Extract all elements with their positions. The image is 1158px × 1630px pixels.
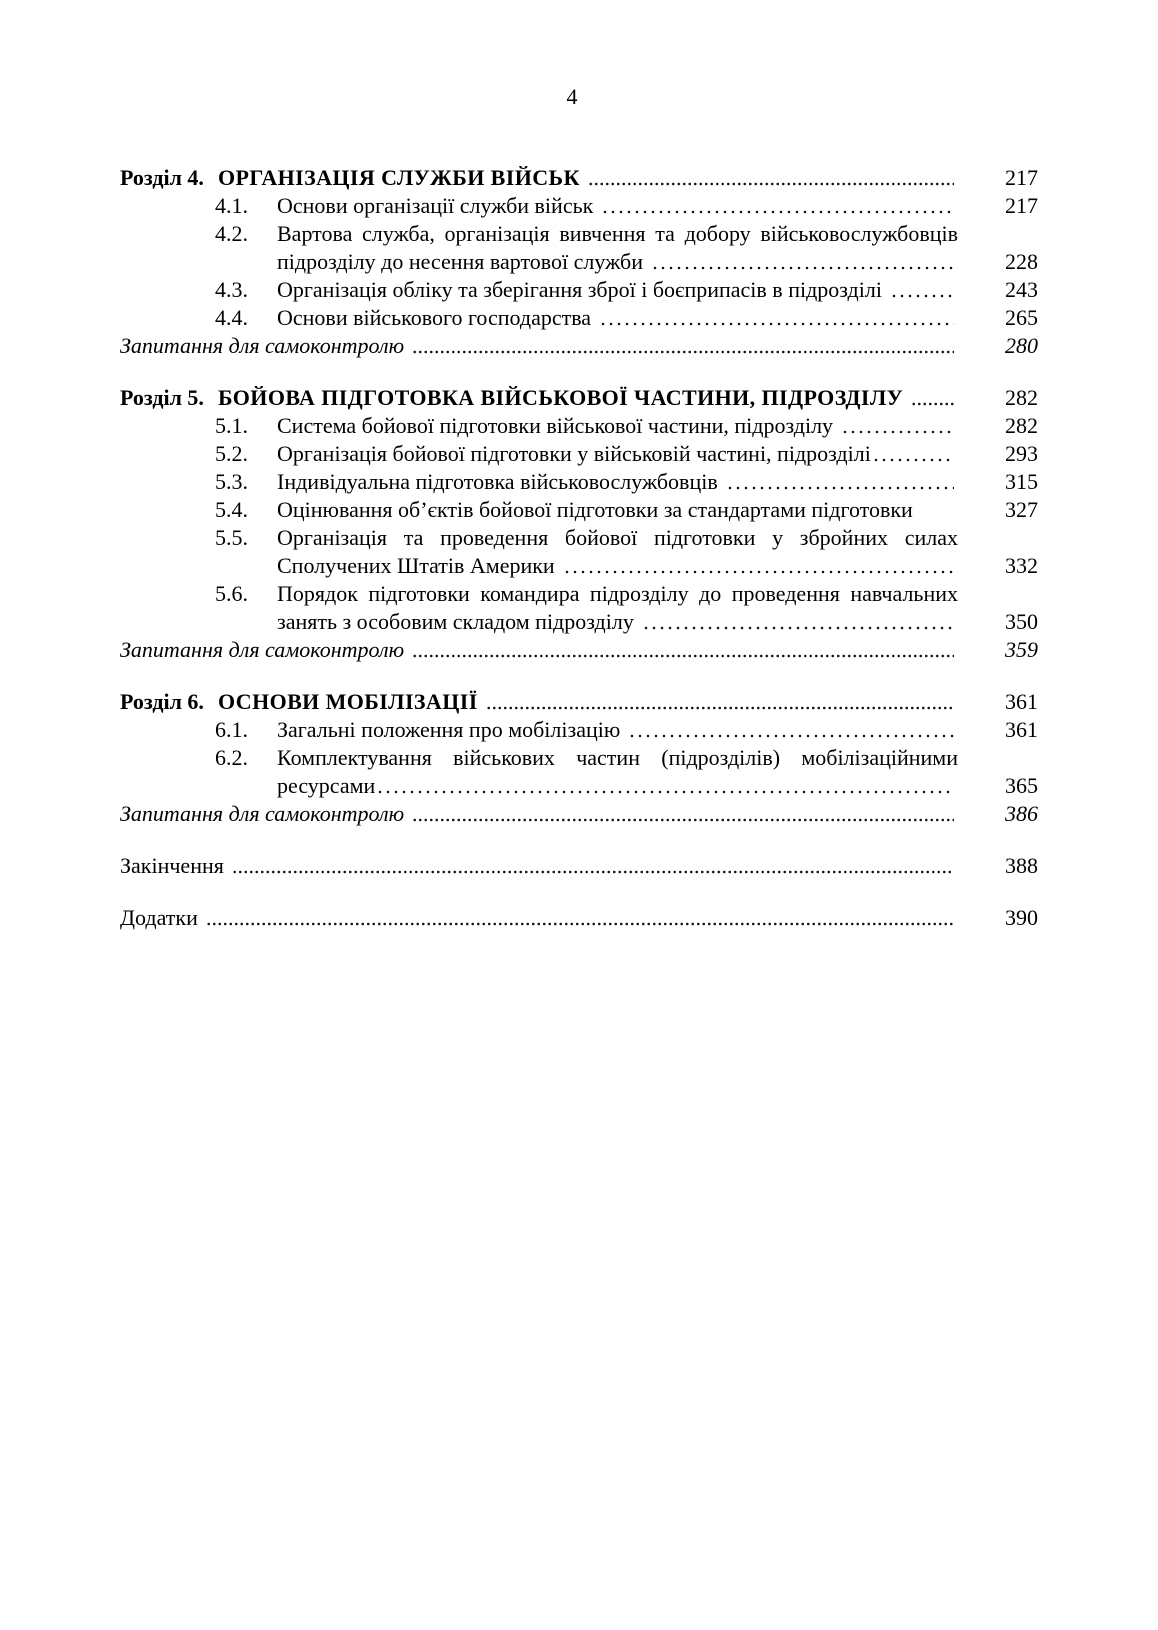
toc-entry: [120, 304, 1038, 332]
toc-entry: [120, 468, 1038, 496]
entry-title: Основи організації служби військ: [277, 193, 594, 218]
toc-entry: [120, 496, 1038, 524]
toc-entry: [120, 904, 1038, 932]
toc-entry: [120, 332, 1038, 360]
entry-title: Індивідуальна підготовка військовослужбовців: [277, 469, 718, 494]
entry-number: 5.4.: [215, 497, 248, 522]
entry-main: [120, 772, 958, 800]
entry-chapter-label: Розділ 4.: [120, 165, 204, 190]
entry-chapter-label: Розділ 6.: [120, 689, 204, 714]
toc-spacer: [120, 664, 1038, 688]
toc-spacer: [120, 828, 1038, 852]
entry-leader-dots: [642, 608, 954, 636]
page-number: 4: [566, 84, 578, 109]
entry-leader-dots: [486, 688, 954, 716]
entry-page: 280: [1005, 333, 1038, 358]
entry-page: 228: [1005, 249, 1038, 274]
toc-entry: [120, 800, 1038, 828]
entry-page: 332: [1005, 553, 1038, 578]
entry-leader-dots: [628, 716, 954, 744]
entry-number: 6.1.: [215, 717, 248, 742]
entry-main: [120, 608, 958, 636]
entry-page: 243: [1005, 277, 1038, 302]
toc-entry: [120, 412, 1038, 440]
entry-title: БОЙОВА ПІДГОТОВКА ВІЙСЬКОВОЇ ЧАСТИНИ, ПІДРОЗДІЛУ: [218, 385, 904, 410]
entry-title: Організація та проведення бойової підготовки у збройних силах: [277, 525, 958, 550]
entry-leader-dots: [412, 800, 954, 828]
entry-title: ОРГАНІЗАЦІЯ СЛУЖБИ ВІЙСЬК: [218, 165, 580, 190]
entry-number: 5.1.: [215, 413, 248, 438]
entry-title: Оцінювання об’єктів бойової підготовки за стандартами підготовки: [277, 497, 913, 522]
entry-leader-dots: [651, 248, 954, 276]
entry-number: 5.5.: [215, 525, 248, 550]
entry-title: занять з особовим складом підрозділу: [277, 609, 634, 634]
entry-number: 6.2.: [215, 745, 248, 770]
toc-entry: [120, 248, 1038, 276]
toc-entry: [120, 852, 1038, 880]
toc-entry: [120, 744, 1038, 772]
entry-page: 265: [1005, 305, 1038, 330]
entry-title: підрозділу до несення вартової служби: [277, 249, 643, 274]
entry-main: [120, 904, 958, 932]
entry-leader-dots: [726, 468, 954, 496]
entry-number: 5.6.: [215, 581, 248, 606]
entry-number: 5.3.: [215, 469, 248, 494]
entry-page: 327: [1005, 497, 1038, 522]
toc-entry: [120, 220, 1038, 248]
entry-page: 359: [1005, 637, 1038, 662]
toc-spacer: [120, 360, 1038, 384]
entry-leader-dots: [911, 384, 954, 412]
entry-title: Комплектування військових частин (підрозділів) мобілізаційними: [277, 745, 958, 770]
toc: [120, 164, 1038, 932]
entry-main: [120, 552, 958, 580]
toc-entry: [120, 276, 1038, 304]
entry-leader-dots: [232, 852, 954, 880]
entry-title: Система бойової підготовки військової частини, підрозділу: [277, 413, 834, 438]
entry-title: Основи військового господарства: [277, 305, 592, 330]
entry-title: Організація обліку та зберігання зброї і боєприпасів в підрозділі: [277, 277, 882, 302]
entry-title: Сполучених Штатів Америки: [277, 553, 555, 578]
entry-title: Порядок підготовки командира підрозділу до проведення навчальних: [277, 581, 958, 606]
toc-entry: [120, 384, 1038, 412]
entry-leader-dots: [599, 304, 954, 332]
toc-entry: [120, 164, 1038, 192]
entry-page: 365: [1005, 773, 1038, 798]
entry-main: [120, 248, 958, 276]
entry-main: [120, 332, 958, 360]
entry-leader-dots: [412, 636, 954, 664]
entry-leader-dots: [872, 440, 954, 468]
entry-number: 5.2.: [215, 441, 248, 466]
entry-title: Запитання для самоконтролю: [120, 801, 405, 826]
entry-title: ОСНОВИ МОБІЛІЗАЦІЇ: [218, 689, 478, 714]
entry-number: 4.1.: [215, 193, 248, 218]
entry-leader-dots: [601, 192, 954, 220]
entry-main: [120, 800, 958, 828]
entry-page: 361: [1005, 689, 1038, 714]
entry-leader-dots: [563, 552, 954, 580]
entry-title: Запитання для самоконтролю: [120, 637, 405, 662]
entry-page: 293: [1005, 441, 1038, 466]
entry-leader-dots: [588, 164, 954, 192]
toc-entry: [120, 552, 1038, 580]
toc-spacer: [120, 880, 1038, 904]
toc-entry: [120, 688, 1038, 716]
entry-main: [120, 636, 958, 664]
entry-page: 386: [1005, 801, 1038, 826]
toc-entry: [120, 772, 1038, 800]
entry-leader-dots: [841, 412, 954, 440]
entry-page: 282: [1005, 385, 1038, 410]
entry-page: 390: [1005, 905, 1038, 930]
entry-page: 361: [1005, 717, 1038, 742]
toc-entry: [120, 524, 1038, 552]
entry-number: 4.4.: [215, 305, 248, 330]
entry-leader-dots: [412, 332, 954, 360]
entry-leader-dots: [890, 276, 954, 304]
entry-page: 388: [1005, 853, 1038, 878]
entry-page: 350: [1005, 609, 1038, 634]
entry-number: 4.2.: [215, 221, 248, 246]
entry-page: 315: [1005, 469, 1038, 494]
entry-leader-dots: [206, 904, 954, 932]
entry-title: Запитання для самоконтролю: [120, 333, 405, 358]
entry-title: Вартова служба, організація вивчення та добору військовослужбовців: [277, 221, 958, 246]
entry-main: [120, 164, 958, 192]
entry-main: [120, 384, 958, 412]
entry-page: 282: [1005, 413, 1038, 438]
entry-title: Загальні положення про мобілізацію: [277, 717, 621, 742]
entry-page: 217: [1005, 165, 1038, 190]
toc-entry: [120, 636, 1038, 664]
toc-entry: [120, 608, 1038, 636]
toc-entry: [120, 192, 1038, 220]
entry-main: [120, 852, 958, 880]
toc-entry: [120, 440, 1038, 468]
entry-main: [120, 688, 958, 716]
toc-entry: [120, 716, 1038, 744]
entry-number: 4.3.: [215, 277, 248, 302]
entry-title: Організація бойової підготовки у військовій частині, підрозділі: [277, 441, 871, 466]
entry-title: Закінчення: [120, 853, 224, 878]
entry-title: Додатки: [120, 905, 198, 930]
entry-chapter-label: Розділ 5.: [120, 385, 204, 410]
entry-leader-dots: [376, 772, 954, 800]
entry-title: ресурсами: [277, 773, 376, 798]
entry-page: 217: [1005, 193, 1038, 218]
toc-entry: [120, 580, 1038, 608]
